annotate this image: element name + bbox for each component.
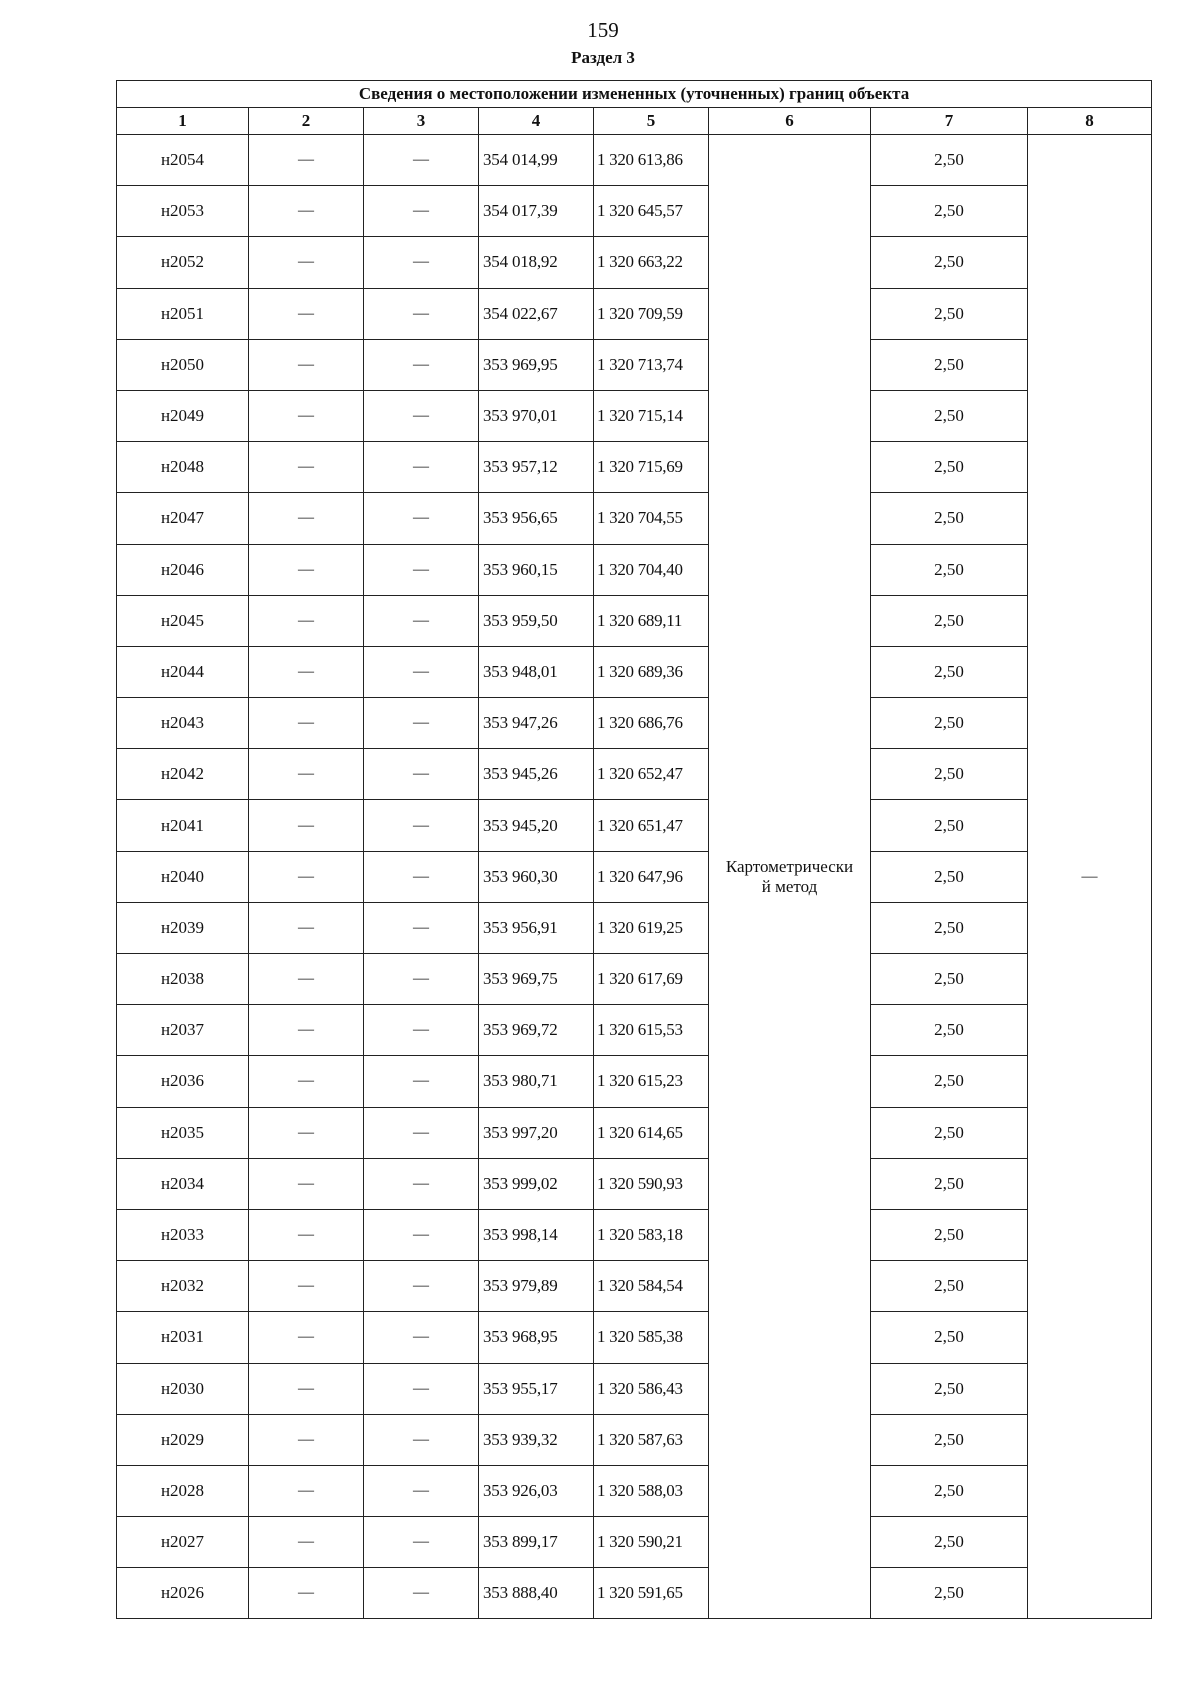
y-coordinate-cell: 1 320 689,36	[594, 646, 709, 697]
x-coordinate-cell: 353 945,26	[479, 749, 594, 800]
accuracy-cell: 2,50	[871, 1158, 1028, 1209]
y-coordinate-cell: 1 320 663,22	[594, 237, 709, 288]
column-2-cell: —	[249, 237, 364, 288]
table-row	[117, 544, 1152, 595]
column-3-cell: —	[364, 135, 479, 186]
column-3-cell: —	[364, 800, 479, 851]
accuracy-cell: 2,50	[871, 902, 1028, 953]
y-coordinate-cell: 1 320 590,93	[594, 1158, 709, 1209]
accuracy-cell: 2,50	[871, 288, 1028, 339]
column-3-cell: —	[364, 1414, 479, 1465]
column-3-cell: —	[364, 851, 479, 902]
table-row	[117, 1465, 1152, 1516]
accuracy-cell: 2,50	[871, 698, 1028, 749]
column-2-cell: —	[249, 698, 364, 749]
table-row	[117, 1568, 1152, 1619]
column-2-cell: —	[249, 339, 364, 390]
y-coordinate-cell: 1 320 583,18	[594, 1209, 709, 1260]
y-coordinate-cell: 1 320 587,63	[594, 1414, 709, 1465]
column-number-2: 2	[249, 108, 364, 135]
column-2-cell: —	[249, 1568, 364, 1619]
accuracy-cell: 2,50	[871, 800, 1028, 851]
x-coordinate-cell: 354 017,39	[479, 186, 594, 237]
table-row	[117, 800, 1152, 851]
table-row	[117, 288, 1152, 339]
table-row	[117, 1209, 1152, 1260]
point-number-cell: н2031	[117, 1312, 249, 1363]
y-coordinate-cell: 1 320 709,59	[594, 288, 709, 339]
column-2-cell: —	[249, 749, 364, 800]
column-3-cell: —	[364, 493, 479, 544]
y-coordinate-cell: 1 320 617,69	[594, 954, 709, 1005]
table-row	[117, 1261, 1152, 1312]
accuracy-cell: 2,50	[871, 1312, 1028, 1363]
column-2-cell: —	[249, 1107, 364, 1158]
point-number-cell: н2030	[117, 1363, 249, 1414]
x-coordinate-cell: 353 947,26	[479, 698, 594, 749]
y-coordinate-cell: 1 320 715,69	[594, 442, 709, 493]
point-number-cell: н2046	[117, 544, 249, 595]
column-2-cell: —	[249, 442, 364, 493]
table-row	[117, 339, 1152, 390]
y-coordinate-cell: 1 320 615,23	[594, 1056, 709, 1107]
y-coordinate-cell: 1 320 591,65	[594, 1568, 709, 1619]
column-2-cell: —	[249, 1465, 364, 1516]
point-number-cell: н2052	[117, 237, 249, 288]
column-number-5: 5	[594, 108, 709, 135]
table-row	[117, 749, 1152, 800]
column-3-cell: —	[364, 442, 479, 493]
x-coordinate-cell: 353 979,89	[479, 1261, 594, 1312]
x-coordinate-cell: 353 948,01	[479, 646, 594, 697]
point-number-cell: н2028	[117, 1465, 249, 1516]
y-coordinate-cell: 1 320 645,57	[594, 186, 709, 237]
x-coordinate-cell: 353 888,40	[479, 1568, 594, 1619]
point-number-cell: н2050	[117, 339, 249, 390]
y-coordinate-cell: 1 320 613,86	[594, 135, 709, 186]
point-number-cell: н2051	[117, 288, 249, 339]
method-text-line-1: Картометрически	[725, 856, 854, 876]
column-2-cell: —	[249, 800, 364, 851]
y-coordinate-cell: 1 320 704,55	[594, 493, 709, 544]
x-coordinate-cell: 353 969,95	[479, 339, 594, 390]
column-3-cell: —	[364, 1517, 479, 1568]
table-row	[117, 954, 1152, 1005]
column-3-cell: —	[364, 1465, 479, 1516]
x-coordinate-cell: 353 955,17	[479, 1363, 594, 1414]
accuracy-cell: 2,50	[871, 1005, 1028, 1056]
column-3-cell: —	[364, 1209, 479, 1260]
column-3-cell: —	[364, 544, 479, 595]
column-2-cell: —	[249, 1363, 364, 1414]
column-3-cell: —	[364, 1568, 479, 1619]
boundary-coordinates-table	[116, 80, 1152, 1619]
y-coordinate-cell: 1 320 686,76	[594, 698, 709, 749]
column-2-cell: —	[249, 1312, 364, 1363]
point-number-cell: н2042	[117, 749, 249, 800]
point-number-cell: н2032	[117, 1261, 249, 1312]
column-3-cell: —	[364, 1107, 479, 1158]
x-coordinate-cell: 353 998,14	[479, 1209, 594, 1260]
x-coordinate-cell: 353 969,75	[479, 954, 594, 1005]
column-2-cell: —	[249, 288, 364, 339]
accuracy-cell: 2,50	[871, 1465, 1028, 1516]
accuracy-cell: 2,50	[871, 1209, 1028, 1260]
column-2-cell: —	[249, 902, 364, 953]
column-2-cell: —	[249, 1005, 364, 1056]
column-3-cell: —	[364, 954, 479, 1005]
y-coordinate-cell: 1 320 651,47	[594, 800, 709, 851]
point-number-cell: н2037	[117, 1005, 249, 1056]
point-number-cell: н2036	[117, 1056, 249, 1107]
column-3-cell: —	[364, 1363, 479, 1414]
column-2-cell: —	[249, 1517, 364, 1568]
column-2-cell: —	[249, 595, 364, 646]
x-coordinate-cell: 353 939,32	[479, 1414, 594, 1465]
accuracy-cell: 2,50	[871, 1568, 1028, 1619]
column-3-cell: —	[364, 902, 479, 953]
table-row	[117, 1312, 1152, 1363]
section-title: Раздел 3	[571, 48, 635, 67]
x-coordinate-cell: 353 957,12	[479, 442, 594, 493]
point-number-cell: н2041	[117, 800, 249, 851]
x-coordinate-cell: 353 945,20	[479, 800, 594, 851]
y-coordinate-cell: 1 320 619,25	[594, 902, 709, 953]
column-number-8: 8	[1028, 108, 1152, 135]
point-number-cell: н2034	[117, 1158, 249, 1209]
table-row	[117, 1414, 1152, 1465]
column-2-cell: —	[249, 1056, 364, 1107]
table-row	[117, 698, 1152, 749]
table-row	[117, 1158, 1152, 1209]
x-coordinate-cell: 354 018,92	[479, 237, 594, 288]
y-coordinate-cell: 1 320 715,14	[594, 390, 709, 441]
table-row	[117, 1363, 1152, 1414]
column-3-cell: —	[364, 1261, 479, 1312]
y-coordinate-cell: 1 320 652,47	[594, 749, 709, 800]
table-row	[117, 851, 1152, 902]
x-coordinate-cell: 353 959,50	[479, 595, 594, 646]
point-number-cell: н2038	[117, 954, 249, 1005]
x-coordinate-cell: 353 956,91	[479, 902, 594, 953]
y-coordinate-cell: 1 320 704,40	[594, 544, 709, 595]
column-3-cell: —	[364, 237, 479, 288]
table-row	[117, 442, 1152, 493]
y-coordinate-cell: 1 320 585,38	[594, 1312, 709, 1363]
point-number-cell: н2039	[117, 902, 249, 953]
table-caption: Сведения о местоположении измененных (уточненных) границ объекта	[117, 81, 1152, 108]
column-2-cell: —	[249, 851, 364, 902]
column-3-cell: —	[364, 1005, 479, 1056]
column-2-cell: —	[249, 186, 364, 237]
x-coordinate-cell: 354 022,67	[479, 288, 594, 339]
column-2-cell: —	[249, 646, 364, 697]
x-coordinate-cell: 353 899,17	[479, 1517, 594, 1568]
y-coordinate-cell: 1 320 586,43	[594, 1363, 709, 1414]
point-number-cell: н2029	[117, 1414, 249, 1465]
accuracy-cell: 2,50	[871, 1261, 1028, 1312]
accuracy-cell: 2,50	[871, 135, 1028, 186]
table-row	[117, 1056, 1152, 1107]
point-number-cell: н2040	[117, 851, 249, 902]
column-2-cell: —	[249, 954, 364, 1005]
accuracy-cell: 2,50	[871, 1414, 1028, 1465]
y-coordinate-cell: 1 320 614,65	[594, 1107, 709, 1158]
x-coordinate-cell: 354 014,99	[479, 135, 594, 186]
x-coordinate-cell: 353 997,20	[479, 1107, 594, 1158]
table-row	[117, 902, 1152, 953]
column-number-1: 1	[117, 108, 249, 135]
table-row	[117, 595, 1152, 646]
method-cell	[709, 135, 871, 1619]
column-3-cell: —	[364, 339, 479, 390]
page-number: 159	[587, 18, 619, 42]
column-3-cell: —	[364, 749, 479, 800]
accuracy-cell: 2,50	[871, 1517, 1028, 1568]
table-row	[117, 1005, 1152, 1056]
point-number-cell: н2049	[117, 390, 249, 441]
accuracy-cell: 2,50	[871, 1107, 1028, 1158]
column-2-cell: —	[249, 1261, 364, 1312]
point-number-cell: н2033	[117, 1209, 249, 1260]
column-3-cell: —	[364, 186, 479, 237]
accuracy-cell: 2,50	[871, 749, 1028, 800]
column-3-cell: —	[364, 1056, 479, 1107]
point-number-cell: н2044	[117, 646, 249, 697]
accuracy-cell: 2,50	[871, 237, 1028, 288]
y-coordinate-cell: 1 320 590,21	[594, 1517, 709, 1568]
x-coordinate-cell: 353 980,71	[479, 1056, 594, 1107]
x-coordinate-cell: 353 960,15	[479, 544, 594, 595]
point-number-cell: н2047	[117, 493, 249, 544]
point-number-cell: н2043	[117, 698, 249, 749]
column-3-cell: —	[364, 1312, 479, 1363]
table-body	[117, 135, 1152, 1619]
y-coordinate-cell: 1 320 689,11	[594, 595, 709, 646]
y-coordinate-cell: 1 320 588,03	[594, 1465, 709, 1516]
column-number-7: 7	[871, 108, 1028, 135]
point-number-cell: н2048	[117, 442, 249, 493]
point-number-cell: н2045	[117, 595, 249, 646]
y-coordinate-cell: 1 320 584,54	[594, 1261, 709, 1312]
column-2-cell: —	[249, 1209, 364, 1260]
point-number-cell: н2054	[117, 135, 249, 186]
accuracy-cell: 2,50	[871, 186, 1028, 237]
table-row	[117, 646, 1152, 697]
accuracy-cell: 2,50	[871, 339, 1028, 390]
table-row	[117, 237, 1152, 288]
column-number-3: 3	[364, 108, 479, 135]
accuracy-cell: 2,50	[871, 851, 1028, 902]
point-number-cell: н2026	[117, 1568, 249, 1619]
column-3-cell: —	[364, 698, 479, 749]
accuracy-cell: 2,50	[871, 954, 1028, 1005]
x-coordinate-cell: 353 999,02	[479, 1158, 594, 1209]
point-number-cell: н2027	[117, 1517, 249, 1568]
column-number-4: 4	[479, 108, 594, 135]
x-coordinate-cell: 353 956,65	[479, 493, 594, 544]
y-coordinate-cell: 1 320 615,53	[594, 1005, 709, 1056]
table-row	[117, 1517, 1152, 1568]
point-number-cell: н2053	[117, 186, 249, 237]
x-coordinate-cell: 353 960,30	[479, 851, 594, 902]
x-coordinate-cell: 353 970,01	[479, 390, 594, 441]
method-text-line-2: й метод	[761, 876, 818, 896]
column-2-cell: —	[249, 390, 364, 441]
y-coordinate-cell: 1 320 647,96	[594, 851, 709, 902]
column-3-cell: —	[364, 390, 479, 441]
accuracy-cell: 2,50	[871, 390, 1028, 441]
accuracy-cell: 2,50	[871, 442, 1028, 493]
column-3-cell: —	[364, 1158, 479, 1209]
accuracy-cell: 2,50	[871, 595, 1028, 646]
point-number-cell: н2035	[117, 1107, 249, 1158]
table-row	[117, 493, 1152, 544]
y-coordinate-cell: 1 320 713,74	[594, 339, 709, 390]
x-coordinate-cell: 353 969,72	[479, 1005, 594, 1056]
accuracy-cell: 2,50	[871, 544, 1028, 595]
table-row	[117, 1107, 1152, 1158]
column-2-cell: —	[249, 1414, 364, 1465]
column-2-cell: —	[249, 493, 364, 544]
table-row	[117, 186, 1152, 237]
column-number-6: 6	[709, 108, 871, 135]
accuracy-cell: 2,50	[871, 1363, 1028, 1414]
x-coordinate-cell: 353 968,95	[479, 1312, 594, 1363]
column-3-cell: —	[364, 646, 479, 697]
x-coordinate-cell: 353 926,03	[479, 1465, 594, 1516]
column-3-cell: —	[364, 288, 479, 339]
column-3-cell: —	[364, 595, 479, 646]
accuracy-cell: 2,50	[871, 493, 1028, 544]
accuracy-cell: 2,50	[871, 646, 1028, 697]
column-2-cell: —	[249, 544, 364, 595]
column-2-cell: —	[249, 1158, 364, 1209]
table-row	[117, 390, 1152, 441]
column-8-cell: —	[1028, 135, 1152, 1619]
table-row	[117, 135, 1152, 186]
accuracy-cell: 2,50	[871, 1056, 1028, 1107]
column-2-cell: —	[249, 135, 364, 186]
